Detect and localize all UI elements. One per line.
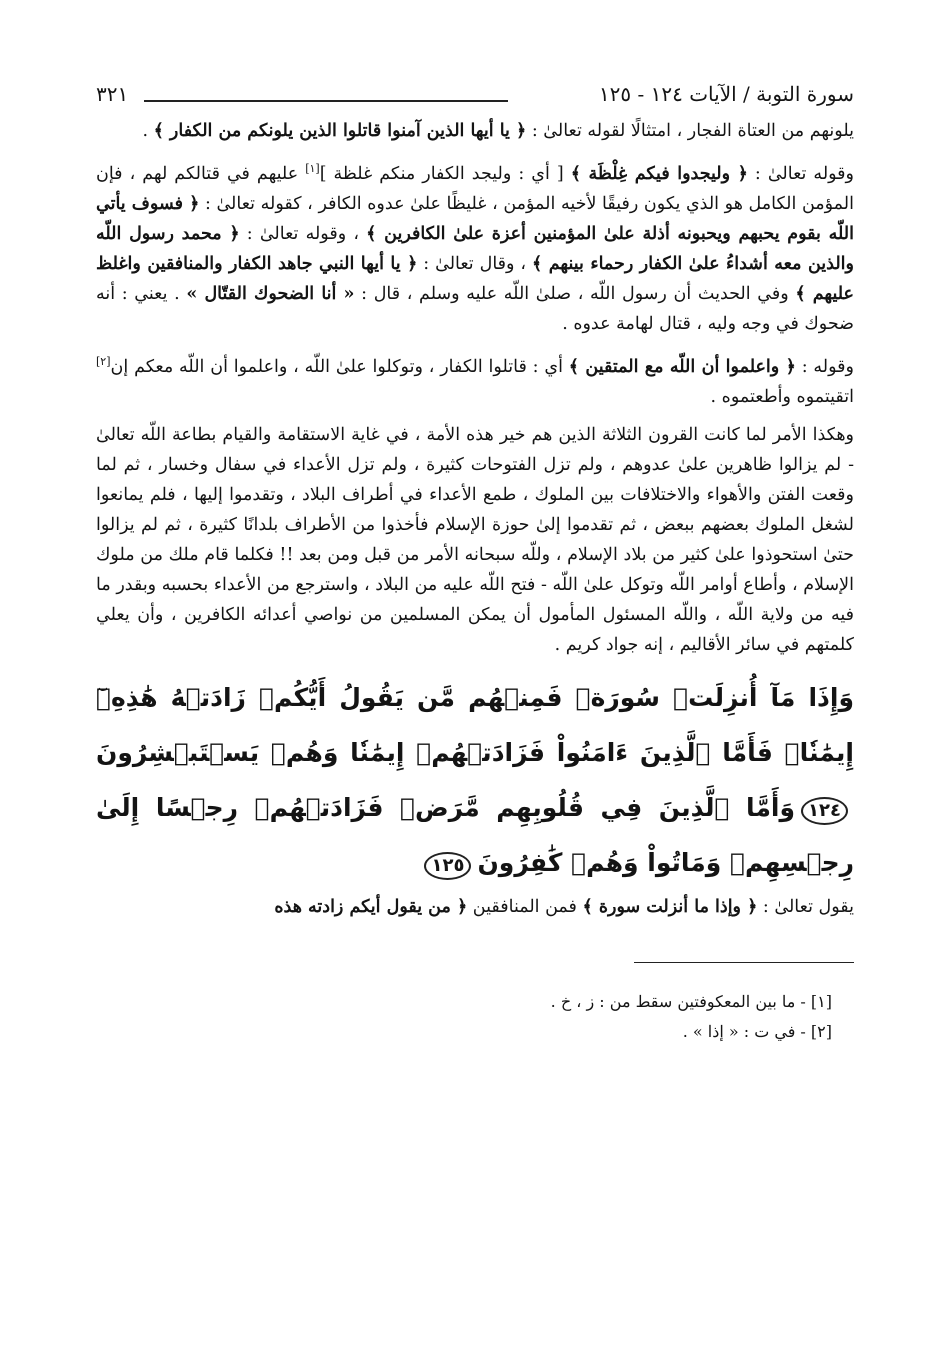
text-segment: يقول تعالىٰ : <box>757 896 854 917</box>
paragraph-harshness <box>96 154 854 339</box>
verse-number-124: ١٢٤ <box>801 797 848 825</box>
hadith-quote: « أنا الضحوك القتّال » <box>186 283 355 304</box>
paragraph-intro <box>96 116 854 146</box>
verse-number-125: ١٢٥ <box>424 852 471 880</box>
text-segment: وقوله : <box>795 356 854 377</box>
quran-quote: ﴿ فسوف يأتي اللّه بقوم يحبهم ويحبونه أذلة علىٰ المؤمنين أعزة علىٰ الكافرين ﴾ <box>96 193 854 244</box>
text-segment: فمن المنافقين <box>467 896 583 917</box>
text-segment: اتقيتموه وأطعتموه . <box>710 386 854 407</box>
paragraph-history: وهكذا الأمر لما كانت القرون الثلاثة الذين هم خير هذه الأمة ، في غاية الاستقامة والقيام بطاعة اللّه تعالىٰ - لم يزالوا ظاهرين علىٰ عدوهم ، ولم تزل الفتوحات كثيرة ، ولم تزل الأعداء في سفال وخسار ، ثم لما وقعت الفتن والأهواء والاختلافات بين الملوك ، طمع الأعداء في أطراف البلاد ، وتقدموا إليها ، فلم يمانعوا لشغل الملوك بعضهم ببعض ، ثم تقدموا إلىٰ حوزة الإسلام فأخذوا من الأطراف بلدانًا كثيرة ، ثم لم يزالوا حتىٰ استحوذوا علىٰ كثير من بلاد الإسلام ، وللّه سبحانه الأمر من قبل ومن بعد !! فكلما قام ملك من ملوك الإسلام ، وأطاع أوامر اللّه وتوكل علىٰ اللّه - فتح اللّه عليه من البلاد ، واسترجع من الأعداء بحسبه وبقدر ما فيه من ولاية اللّه ، واللّه المسئول المأمول أن يمكن المسلمين من نواصي أعدائه الكافرين ، وأن يعلي كلمتهم في سائر الأقاليم ، إنه جواد كريم . <box>96 424 854 655</box>
footnote-separator <box>634 962 854 963</box>
text-segment: ، وقوله تعالىٰ : <box>239 223 367 244</box>
verse-125-text: وَأَمَّا ٱلَّذِينَ فِي قُلُوبِهِم مَّرَضٞ فَزَادَتۡهُمۡ رِجۡسًا إِلَىٰ رِجۡسِهِمۡ وَمَاتُواْ وَهُمۡ كَٰفِرُونَ <box>96 792 854 877</box>
text-segment: عليهم في قتالكم لهم ، فإن المؤمن الكامل هو الذي يكون رفيقًا لأخيه المؤمن ، غليظًا علىٰ عدوه الكافر ، كقوله تعالىٰ : <box>96 163 854 214</box>
quran-quote: ﴿ يا أيها النبي جاهد الكفار والمنافقين واغلظ عليهم ﴾ <box>96 253 854 304</box>
footnote-ref-2: [٢] <box>96 354 111 368</box>
text-segment: أي : قاتلوا الكفار ، وتوكلوا علىٰ اللّه ، واعلموا أن اللّه معكم إن <box>110 356 569 377</box>
text-segment: . <box>142 121 154 141</box>
text-segment: وفي الحديث أن رسول اللّه ، صلىٰ اللّه عليه وسلم ، قال : <box>354 283 796 304</box>
text-segment: . يعني : أنه ضحوك في وجه وليه ، قتال لهامة عدوه . <box>96 283 854 334</box>
running-header <box>96 80 854 116</box>
paragraph-commentary <box>96 892 854 922</box>
text-segment: يلونهم من العتاة الفجار ، امتثالًا لقوله تعالىٰ : <box>526 121 854 141</box>
verse-124-text: وَإِذَا مَآ أُنزِلَتۡ سُورَةٞ فَمِنۡهُم مَّن يَقُولُ أَيُّكُمۡ زَادَتۡهُ هَٰذِهِۦٓ إِيمَٰنٗاۚ فَأَمَّا ٱلَّذِينَ ءَامَنُواْ فَزَادَتۡهُمۡ إِيمَٰنٗا وَهُمۡ يَسۡتَبۡشِرُونَ <box>96 682 854 767</box>
quran-quote: ﴿ وإذا ما أنزلت سورة ﴾ <box>582 896 758 917</box>
footnote-2: [٢] - في ت : « إذا » . <box>682 1021 832 1041</box>
text-segment: ، وقال تعالىٰ : <box>417 253 533 274</box>
quran-quote: ﴿ محمد رسول اللّه والذين معه أشداءُ علىٰ الكفار رحماء بينهم ﴾ <box>96 223 854 274</box>
quran-quote: ﴿ يا أيها الذين آمنوا قاتلوا الذين يلونكم من الكفار ﴾ <box>153 121 527 141</box>
book-page <box>96 80 854 1047</box>
quran-quote: ﴿ واعلموا أن اللّه مع المتقين ﴾ <box>568 356 796 377</box>
surah-header-title: سورة التوبة / الآيات ١٢٤ - ١٢٥ <box>598 82 854 106</box>
text-segment: [ أي : وليجد الكفار منكم غلظة ] <box>319 163 571 184</box>
footnote-ref-1: [١] <box>305 162 320 175</box>
quran-quote: ﴿ من يقول أيكم زادته هذه <box>274 896 468 917</box>
footnote-1: [١] - ما بين المعكوفتين سقط من : ز ، خ . <box>550 991 832 1011</box>
page-number: ٣٢١ <box>96 82 129 106</box>
paragraph-muttaqin <box>96 347 854 412</box>
header-rule <box>144 100 508 102</box>
quran-quote: ﴿ وليجدوا فيكم غِلْظَة ﴾ <box>570 163 748 184</box>
text-segment: وقوله تعالىٰ : <box>747 163 855 184</box>
quran-verses-block <box>96 670 854 890</box>
